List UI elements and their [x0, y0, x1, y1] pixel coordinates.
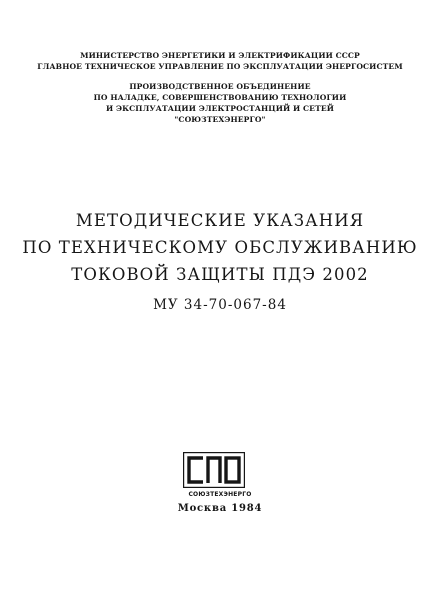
association-line-3: И ЭКСПЛУАТАЦИИ ЭЛЕКТРОСТАНЦИЙ И СЕТЕЙ [106, 104, 334, 113]
spo-logo-icon [183, 452, 245, 488]
directorate-line: ГЛАВНОЕ ТЕХНИЧЕСКОЕ УПРАВЛЕНИЕ ПО ЭКСПЛУАТАЦИИ ЭНЕРГОСИСТЕМ [37, 62, 403, 71]
association-line-1: ПРОИЗВОДСТВЕННОЕ ОБЪЕДИНЕНИЕ [129, 82, 311, 91]
association-line-2: ПО НАЛАДКЕ, СОВЕРШЕНСТВОВАНИЮ ТЕХНОЛОГИИ [93, 93, 347, 102]
association-name: "СОЮЗТЕХЭНЕРГО" [174, 115, 266, 124]
header-gap [0, 72, 440, 81]
title-line-2: ПО ТЕХНИЧЕСКОМУ ОБСЛУЖИВАНИЮ [22, 238, 418, 257]
title-line-3: ТОКОВОЙ ЗАЩИТЫ ПДЭ 2002 [71, 265, 369, 284]
ministry-line: МИНИСТЕРСТВО ЭНЕРГЕТИКИ И ЭЛЕКТРИФИКАЦИИ СССР [80, 51, 360, 60]
title-line-1: МЕТОДИЧЕСКИЕ УКАЗАНИЯ [75, 211, 365, 230]
city-year: Москва 1984 [177, 503, 263, 514]
document-code: МУ 34-70-067-84 [153, 297, 287, 313]
publisher-name: СОЮЗТЕХЭНЕРГО [188, 491, 252, 498]
document-title [0, 207, 440, 288]
issuing-organization-block [0, 50, 440, 125]
